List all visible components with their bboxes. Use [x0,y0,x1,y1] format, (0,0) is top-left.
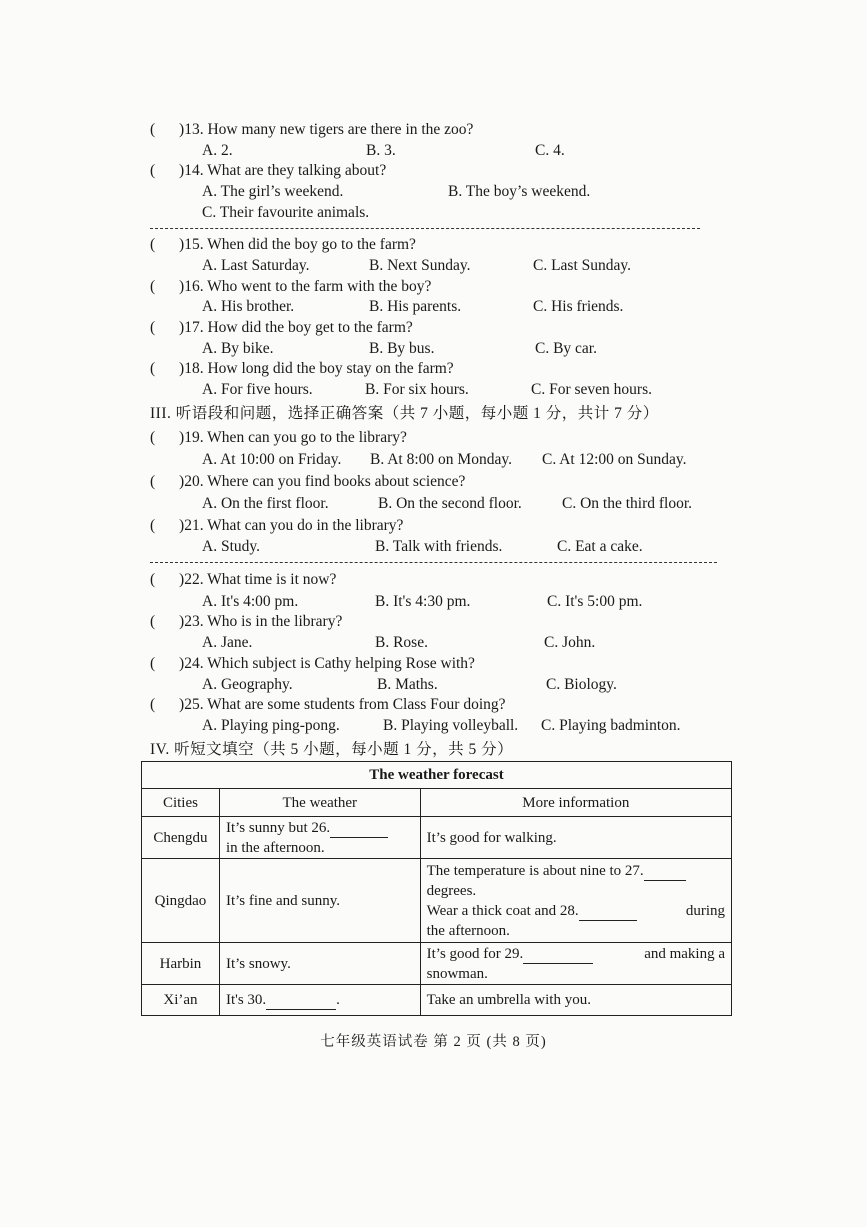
option-c: C. Last Sunday. [533,257,632,274]
answer-paren: ( [150,429,156,446]
option-a: A. At 10:00 on Friday. [202,451,342,468]
question-text: )13. How many new tigers are there in the zoo? [179,121,474,138]
option-a: A. 2. [202,142,233,159]
section-4-title: IV. 听短文填空（共 5 小题，每小题 1 分，共 5 分） [150,741,514,758]
option-a: A. Last Saturday. [202,257,310,274]
question-text: )21. What can you do in the library? [179,517,404,534]
question-text: )18. How long did the boy stay on the farm? [179,360,454,377]
question-14 [150,161,386,181]
option-a: A. For five hours. [202,381,313,398]
option-b: B. On the second floor. [378,495,522,512]
question-25 [150,695,506,715]
option-a: A. It's 4:00 pm. [202,593,299,610]
table-row [142,943,732,985]
question-text: )22. What time is it now? [179,571,337,588]
weather-cell: It’s snowy. [219,943,420,985]
question-22 [150,570,336,590]
option-b: B. By bus. [369,340,435,357]
question-16 [150,277,431,297]
option-a: A. Study. [202,538,260,555]
option-b: B. Rose. [375,634,428,651]
question-19 [150,428,407,448]
question-21 [150,516,403,536]
weather-cell [219,985,420,1016]
option-b: B. At 8:00 on Monday. [370,451,512,468]
table-row [142,859,732,943]
question-text: )23. Who is in the library? [179,613,343,630]
option-a: A. Playing ping-pong. [202,717,340,734]
question-text: )14. What are they talking about? [179,162,387,179]
info-cell: Take an umbrella with you. [420,985,731,1016]
city-cell: Chengdu [142,817,220,859]
option-b: B. For six hours. [365,381,469,398]
option-b: B. Playing volleyball. [383,717,519,734]
option-b: B. It's 4:30 pm. [375,593,471,610]
answer-paren: ( [150,360,156,377]
header-cities: Cities [142,789,220,817]
question-18 [150,359,454,379]
question-text: )16. Who went to the farm with the boy? [179,278,432,295]
answer-paren: ( [150,236,156,253]
option-c: C. On the third floor. [562,495,693,512]
answer-paren: ( [150,517,156,534]
table-row [142,817,732,859]
option-a: A. By bike. [202,340,274,357]
option-a: A. Jane. [202,634,253,651]
info-text: snowman. [426,965,488,982]
answer-paren: ( [150,655,156,672]
option-b: B. His parents. [369,298,462,315]
option-c: C. Biology. [546,676,617,693]
dashed-divider [150,228,700,229]
header-weather: The weather [219,789,420,817]
question-text: )17. How did the boy get to the farm? [179,319,413,336]
answer-paren: ( [150,696,156,713]
info-text: and making a [644,945,725,962]
answer-blank-27[interactable] [644,880,686,881]
option-b: B. 3. [366,142,396,159]
option-c: C. His friends. [533,298,624,315]
question-text: )19. When can you go to the library? [179,429,407,446]
option-b: B. The boy’s weekend. [448,183,591,200]
option-a: A. Geography. [202,676,293,693]
question-17 [150,318,413,338]
question-23 [150,612,342,632]
question-24 [150,654,475,674]
weather-text: It’s sunny but 26. [225,819,331,836]
table-row [142,985,732,1016]
info-text: The temperature is about nine to 27. [426,862,644,879]
page-footer: 七年级英语试卷 第 2 页 (共 8 页) [320,1034,547,1050]
info-text: It’s good for 29. [426,945,524,962]
answer-blank-28[interactable] [579,920,637,921]
dashed-divider [150,562,717,563]
info-cell [420,859,731,943]
question-text: )15. When did the boy go to the farm? [179,236,416,253]
question-text: )20. Where can you find books about science? [179,473,466,490]
header-more-info: More information [420,789,731,817]
option-c: C. By car. [535,340,597,357]
weather-cell: It’s fine and sunny. [219,859,420,943]
question-20 [150,472,465,492]
answer-blank-29[interactable] [523,963,593,964]
option-c: C. At 12:00 on Sunday. [542,451,687,468]
option-b: B. Next Sunday. [369,257,471,274]
answer-paren: ( [150,278,156,295]
answer-blank-30[interactable] [266,1009,336,1010]
option-a: A. The girl’s weekend. [202,183,344,200]
option-c: C. It's 5:00 pm. [547,593,643,610]
answer-blank-26[interactable] [330,837,388,838]
option-c: C. For seven hours. [531,381,652,398]
question-13 [150,120,473,140]
question-15 [150,235,416,255]
option-c: C. John. [544,634,596,651]
option-c: C. Their favourite animals. [202,204,370,221]
weather-cell [219,817,420,859]
option-c: C. Playing badminton. [541,717,681,734]
weather-text: in the afternoon. [225,839,325,856]
city-cell: Xi’an [142,985,220,1016]
answer-paren: ( [150,473,156,490]
table-title: The weather forecast [142,762,732,789]
weather-text: . [336,992,340,1008]
city-cell: Harbin [142,943,220,985]
option-b: B. Maths. [377,676,438,693]
answer-paren: ( [150,121,156,138]
info-cell: It’s good for walking. [420,817,731,859]
info-text: during [685,902,725,919]
answer-paren: ( [150,571,156,588]
city-cell: Qingdao [142,859,220,943]
option-c: C. 4. [535,142,565,159]
question-text: )25. What are some students from Class Four doing? [179,696,506,713]
question-text: )24. Which subject is Cathy helping Rose with? [179,655,475,672]
option-b: B. Talk with friends. [375,538,503,555]
option-c: C. Eat a cake. [557,538,643,555]
weather-text: It's 30. [225,992,267,1008]
section-3-title: III. 听语段和问题，选择正确答案（共 7 小题，每小题 1 分，共计 7 分） [150,405,659,422]
weather-forecast-table [141,761,732,1016]
option-a: A. On the first floor. [202,495,329,512]
info-text: Wear a thick coat and 28. [426,902,579,919]
answer-paren: ( [150,319,156,336]
option-a: A. His brother. [202,298,295,315]
info-text: the afternoon. [426,922,510,939]
answer-paren: ( [150,162,156,179]
info-text: degrees. [426,882,477,899]
info-cell [420,943,731,985]
answer-paren: ( [150,613,156,630]
